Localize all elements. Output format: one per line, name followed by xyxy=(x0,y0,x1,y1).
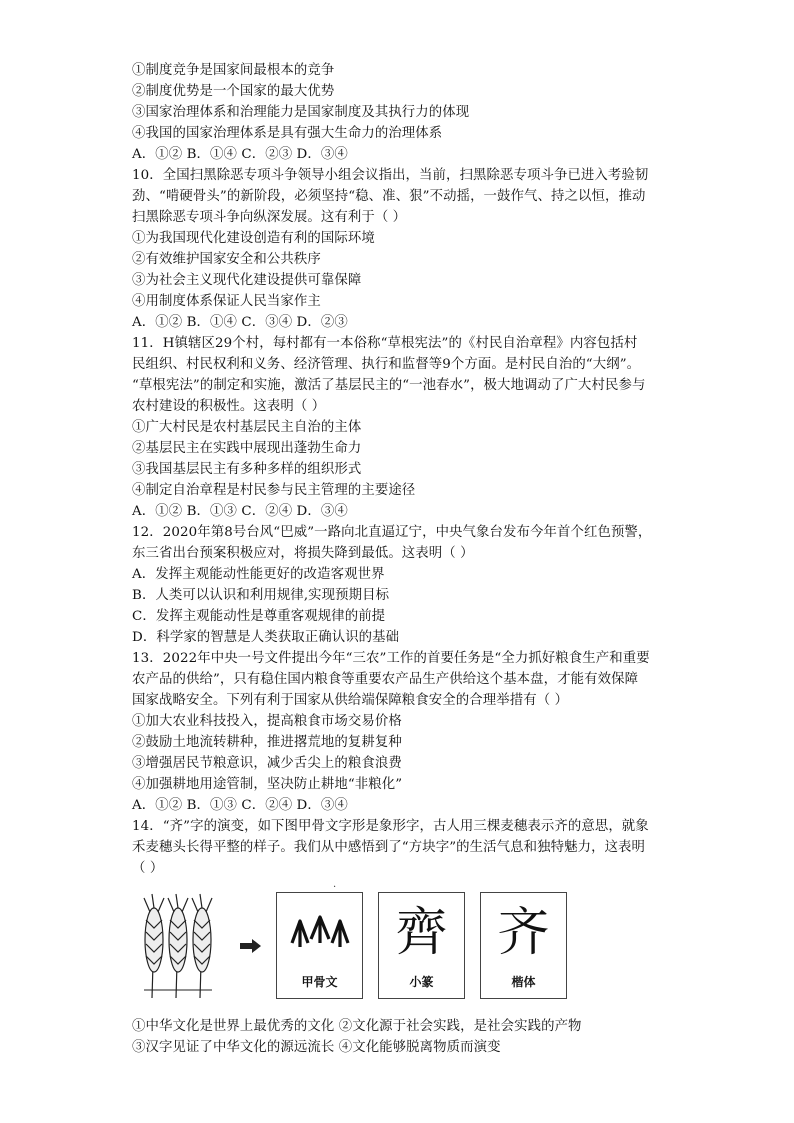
q11-answer-choices: A．①② B．①③ C．②④ D．③④ xyxy=(132,504,348,519)
q13-option-2: ②鼓励土地流转耕种，推进撂荒地的复耕复种 xyxy=(132,735,402,750)
q14-stem-line-2: 禾麦穗头长得平整的样子。我们从中感悟到了“方块字”的生活气息和独特魅力，这表明 xyxy=(132,840,646,855)
q12-option-a: A．发挥主观能动性能更好的改造客观世界 xyxy=(132,567,385,582)
caption-regular-script: 楷体 xyxy=(511,975,536,989)
q12-stem-line-2: 东三省出台预案积极应对，将损失降到最低。这表明（ ） xyxy=(132,546,474,561)
q12-option-c: C．发挥主观能动性是尊重客观规律的前提 xyxy=(132,609,386,624)
q14-stem-line-3: （ ） xyxy=(132,861,164,876)
q13-option-1: ①加大农业科技投入，提高粮食市场交易价格 xyxy=(132,714,402,729)
q9-option-1: ①制度竞争是国家间最根本的竞争 xyxy=(132,63,335,78)
q12-option-b: B．人类可以认识和利用规律,实现预期目标 xyxy=(132,588,390,603)
q11-option-2: ②基层民主在实践中展现出蓬勃生命力 xyxy=(132,441,362,456)
q12-option-d: D．科学家的智慧是人类获取正确认识的基础 xyxy=(132,630,400,645)
wheat-stalks-illustration xyxy=(134,890,244,1002)
q14-stem-line-1: 14．“齐”字的演变，如下图甲骨文字形是象形字，古人用三棵麦穗表示齐的意思，就象 xyxy=(132,819,649,834)
regular-script-box xyxy=(480,892,567,999)
q12-stem-line-1: 12．2020年第8号台风“巴威”一路向北直逼辽宁，中央气象台发布今年首个红色预警， xyxy=(132,525,652,540)
q14-options-line-1: ①中华文化是世界上最优秀的文化 ②文化源于社会实践，是社会实践的产物 xyxy=(132,1019,582,1034)
q13-option-4: ④加强耕地用途管制，坚决防止耕地“非粮化” xyxy=(132,777,403,792)
q10-option-4: ④用制度体系保证人民当家作主 xyxy=(132,294,321,309)
q11-option-3: ③我国基层民主有多种多样的组织形式 xyxy=(132,462,362,477)
q11-option-4: ④制定自治章程是村民参与民主管理的主要途径 xyxy=(132,483,416,498)
q11-option-1: ①广大村民是农村基层民主自治的主体 xyxy=(132,420,362,435)
character-evolution-figure xyxy=(132,878,692,1008)
q10-option-1: ①为我国现代化建设创造有利的国际环境 xyxy=(132,231,375,246)
q11-stem-line-2: 民组织、村民权利和义务、经济管理、执行和监督等9个方面。是村民自治的“大纲”。 xyxy=(132,357,641,372)
q11-stem-line-1: 11．H镇辖区29个村，每村都有一本俗称“草根宪法”的《村民自治章程》内容包括村 xyxy=(132,336,638,351)
q9-option-3: ③国家治理体系和治理能力是国家制度及其执行力的体现 xyxy=(132,105,470,120)
q9-option-2: ②制度优势是一个国家的最大优势 xyxy=(132,84,335,99)
q11-stem-line-3: “草根宪法”的制定和实施，激活了基层民主的“一池春水”，极大地调动了广大村民参与 xyxy=(132,378,646,393)
regular-script-glyph: 齐 xyxy=(497,903,550,963)
q11-stem-line-4: 农村建设的积极性。这表明（ ） xyxy=(132,399,326,414)
q13-stem-line-2: 农产品的供给”，只有稳住国内粮食等重要农产品生产供给这个基本盘，才能有效保障 xyxy=(132,672,639,687)
q10-stem-line-2: 劲、“啃硬骨头”的新阶段，必须坚持“稳、准、狠”不动摇，一鼓作气、持之以恒，推动 xyxy=(132,189,646,204)
q14-options-line-2: ③汉字见证了中华文化的源远流长 ④文化能够脱离物质而演变 xyxy=(132,1040,501,1055)
q9-option-4: ④我国的国家治理体系是具有强大生命力的治理体系 xyxy=(132,126,443,141)
oracle-bone-glyph xyxy=(289,913,351,949)
q13-stem-line-1: 13．2022年中央一号文件提出今年“三农”工作的首要任务是“全力抓好粮食生产和重要 xyxy=(132,651,650,666)
small-seal-script-box xyxy=(378,892,465,999)
arrow-right-icon xyxy=(240,938,262,954)
q10-answer-choices: A．①② B．①④ C．③④ D．②③ xyxy=(132,315,348,330)
caption-small-seal: 小篆 xyxy=(409,975,434,989)
q10-stem-line-1: 10．全国扫黑除恶专项斗争领导小组会议指出，当前，扫黑除恶专项斗争已进入考验韧 xyxy=(132,168,649,183)
q10-option-3: ③为社会主义现代化建设提供可靠保障 xyxy=(132,273,362,288)
figure-dot-mark: . xyxy=(333,879,337,890)
q9-answer-choices: A．①② B．①④ C．②③ D．③④ xyxy=(132,147,348,162)
caption-oracle-bone: 甲骨文 xyxy=(301,975,338,989)
oracle-bone-script-box xyxy=(276,892,363,999)
q10-stem-line-3: 扫黑除恶专项斗争向纵深发展。这有利于（ ） xyxy=(132,210,407,225)
q13-stem-line-3: 国家战略安全。下列有利于国家从供给端保障粮食安全的合理举措有（ ） xyxy=(132,693,569,708)
q13-answer-choices: A．①② B．①③ C．②④ D．③④ xyxy=(132,798,348,813)
q10-option-2: ②有效维护国家安全和公共秩序 xyxy=(132,252,321,267)
q13-option-3: ③增强居民节粮意识，减少舌尖上的粮食浪费 xyxy=(132,756,402,771)
small-seal-glyph: 齊 xyxy=(395,903,448,963)
